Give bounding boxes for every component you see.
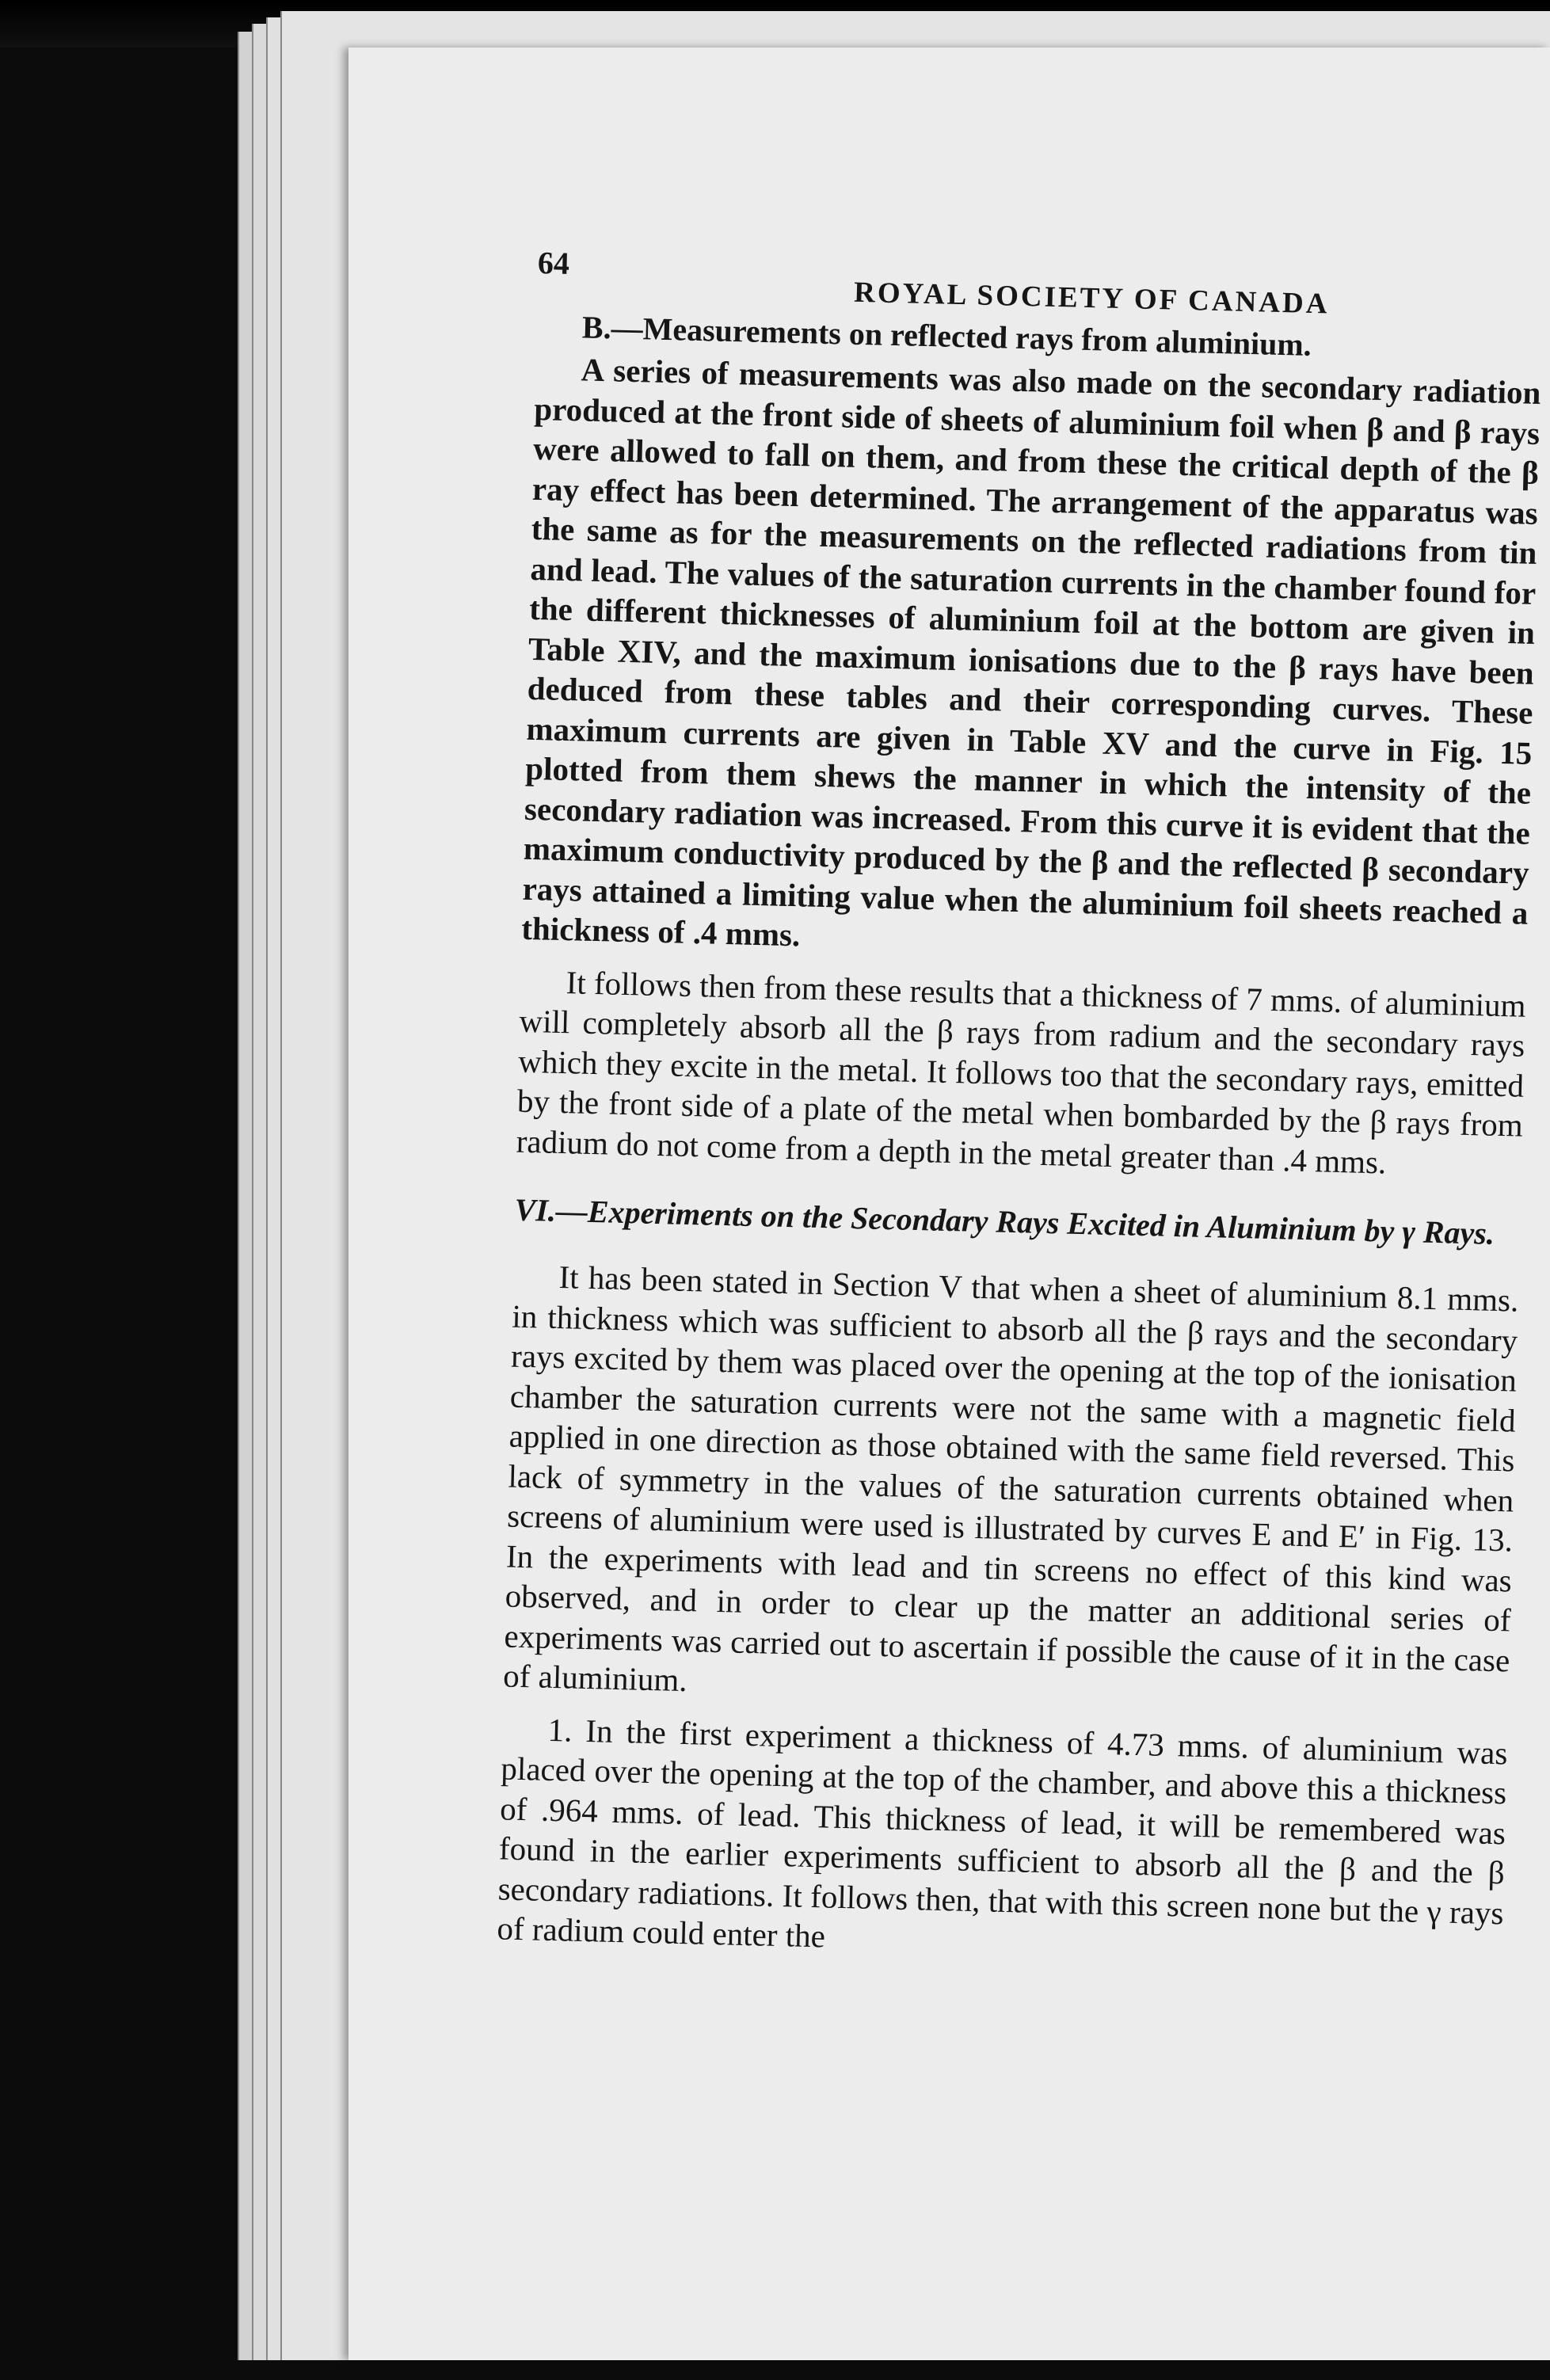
paragraph: It follows then from these results that a thickness of 7 mms. of aluminium will completely absorb all the β rays from radium and the secondary rays which they excite in the metal. It follows too that the secondary rays, emitted by the front side of a plate of the metal when bombarded by the β rays from radium do not come from a depth in the metal greater than .4 mms.: [516, 963, 1527, 1180]
page-number: 64: [537, 244, 570, 281]
paragraph: 1. In the first experiment a thickness of 4.73 mms. of aluminium was placed over the opening at the top of the chamber, and above this a thickness of .964 mms. of lead. This thickness of lead, it will be remembered was found in the earlier experiments sufficient to absorb all the β and the β secondary radiations. It follows then, that with this screen none but the γ rays of radium could enter the: [497, 1711, 1508, 1955]
page-content: [497, 230, 1544, 1973]
section-vi-heading: VI.—Experiments on the Secondary Rays Excited in Aluminium by γ Rays.: [514, 1191, 1495, 1251]
paragraph: It has been stated in Section V that when a sheet of aluminium 8.1 mms. in thickness which was sufficient to absorb all the β rays and the secondary rays excited by them was placed over the opening at the top of the ionisation chamber the saturation currents were not the same with a magnetic field applied in one direction as those obtained with the same field reversed. This lack of symmetry in the values of the saturation currents obtained when screens of aluminium were used is illustrated by curves E and E′ in Fig. 13. In the experiments with lead and tin screens no effect of this kind was observed, and in order to clear up the matter an additional series of experiments was carried out to ascertain if possible the cause of it in the case of aluminium.: [502, 1259, 1519, 1699]
section-b-title: B.—Measurements on reflected rays from aluminium.: [581, 309, 1312, 363]
paragraph: A series of measurements was also made on the secondary radiation produced at the front side of sheets of aluminium foil when β and β rays were allowed to fall on them, and from these the critical depth of the β ray effect has been determined. The arrangement of the apparatus was the same as for the measurements on the reflected radiations from tin and lead. The values of the saturation currents in the chamber found for the different thicknesses of aluminium foil at the bottom are given in Table XIV, and the maximum ionisations due to the β rays have been deduced from these tables and their corresponding curves. These maximum currents are given in Table XV and the curve in Fig. 15 plotted from them shews the manner in which the intensity of the secondary radiation was increased. From this curve it is evident that the maximum conductivity produced by the β and the reflected β secondary rays attained a limiting value when the aluminium foil sheets reached a thickness of .4 mms.: [520, 351, 1541, 954]
running-head: ROYAL SOCIETY OF CANADA: [853, 276, 1330, 321]
